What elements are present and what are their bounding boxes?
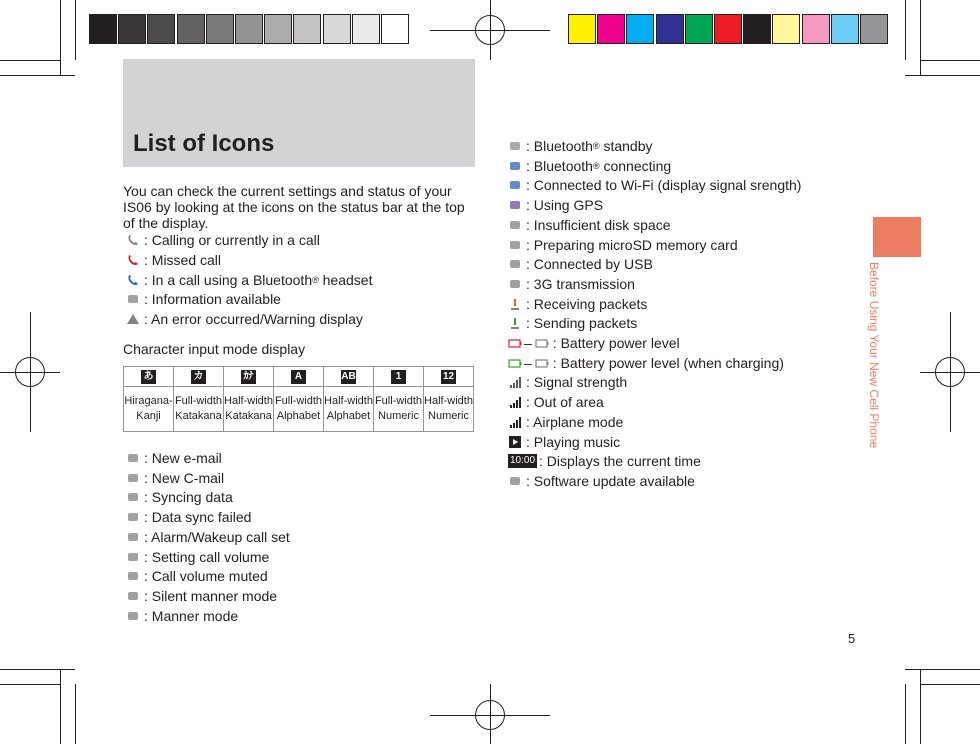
music-icon [508,435,522,449]
char-mode-label-line1: Full-width [374,395,423,407]
color-swatch [860,14,888,44]
char-mode-icon: 1 [391,370,406,384]
legend-item [508,196,603,214]
char-mode-label [174,387,224,432]
legend-item [508,216,670,234]
legend-item [126,488,233,506]
chapter-label: Before Using Your New Cell Phone [867,262,881,449]
bluetooth-connecting-icon [508,159,522,173]
legend-item [126,587,277,605]
char-mode-icon: あ [141,370,156,384]
legend-label: : Airplane mode [526,413,624,430]
legend-label: : Bluetooth [526,138,593,154]
sending-icon [508,316,522,330]
legend-label: : An error occurred/Warning display [144,311,363,328]
char-mode-label-line2: Kanji [136,410,161,422]
legend-item [126,231,320,249]
grayscale-swatch [264,14,292,44]
grayscale-swatch [206,14,234,44]
char-mode-label [274,387,324,432]
char-mode-label-line2: Numeric [378,410,419,422]
crop-mark [0,684,60,685]
grayscale-swatch [323,14,351,44]
legend-label: : Information available [144,291,281,308]
legend-label-suffix: connecting [599,157,672,174]
legend-label: : Signal strength [526,374,628,391]
page-number: 5 [848,631,856,646]
legend-label: : New e-mail [144,450,222,466]
legend-item [126,310,363,328]
legend-label: : Call volume muted [144,568,268,585]
grayscale-swatch [293,14,321,44]
phone-icon [126,233,140,247]
legend-label: : Silent manner mode [144,587,278,604]
airplane-mode-icon [508,415,522,429]
missed-call-icon [126,253,140,267]
crop-mark [0,60,60,61]
legend-item [508,236,738,254]
legend-item [126,469,224,487]
legend-item [126,528,290,546]
char-mode-label-line1: Half-width [224,395,273,407]
color-swatch [714,14,742,44]
char-mode-label-line2: Alphabet [276,410,321,422]
color-swatch [626,14,654,44]
char-mode-icon-cell [124,367,174,387]
legend-item [508,334,680,352]
char-mode-icon-cell [224,367,274,387]
grayscale-swatch [118,14,146,44]
color-swatch [597,14,625,44]
legend-label: : Sending packets [526,315,638,332]
legend-label: : Alarm/Wakeup call set [144,528,290,545]
char-mode-label-line1: Full-width [274,395,323,407]
char-mode-label [224,387,274,432]
legend-label-suffix: standby [599,138,653,154]
wifi-icon [508,178,522,192]
grayscale-swatch [147,14,175,44]
battery-icon [535,336,549,350]
volume-muted-icon [126,569,140,583]
legend-label: : Data sync failed [144,509,252,526]
legend-label: : Receiving packets [526,295,648,312]
color-swatch [772,14,800,44]
crop-mark [60,0,61,75]
legend-item: : Bluetooth ® standby [508,137,653,155]
crop-mark [920,0,921,75]
legend-label-suffix: headset [318,271,373,288]
legend-item [126,567,268,585]
range-dash: – [524,354,532,371]
crop-mark [905,669,980,670]
char-mode-label [124,387,174,432]
disk-space-icon [508,218,522,232]
legend-label: : In a call using a Bluetooth [144,271,313,288]
legend-label: : Connected to Wi-Fi (display signal srength) [526,177,802,194]
legend-label: : Software update available [526,472,695,489]
registration-line [490,684,491,744]
char-mode-icon-cell [324,367,374,387]
char-mode-icon: AB [341,371,356,382]
crop-mark [920,669,921,744]
crop-mark [920,60,980,61]
legend-label: : Connected by USB [526,256,653,273]
char-mode-label-line2: Katakana [175,410,222,422]
crop-mark [75,0,76,60]
grayscale-swatch [352,14,380,44]
legend-item [508,314,637,332]
char-mode-label-line1: Half-width [424,395,473,407]
legend-item [126,607,238,625]
range-dash: – [524,335,532,351]
char-mode-label [374,387,424,432]
registration-line [30,312,31,432]
crop-mark [60,669,61,744]
sync-failed-icon [126,510,140,524]
registration-line [490,0,491,60]
legend-label: : Out of area [526,394,604,411]
legend-item [508,472,695,490]
char-input-heading: Character input mode display [123,341,306,357]
char-mode-icon: カ [191,370,206,384]
legend-item [126,251,221,269]
char-mode-label-line1: Hiragana- [124,395,173,407]
legend-label: : Battery power level [552,335,680,351]
char-mode-label [324,387,374,432]
crop-mark [905,75,980,76]
char-mode-label-line2: Katakana [225,410,272,422]
legend-label: : Insufficient disk space [526,216,671,233]
gps-icon [508,198,522,212]
signal-icon [508,375,522,389]
legend-label: : Missed call [144,251,222,268]
legend-label: : Battery power level (when charging) [552,354,784,371]
char-mode-label-line2: Alphabet [326,410,371,422]
char-mode-label-line1: Full-width [174,395,223,407]
char-mode-icon-cell [274,367,324,387]
silent-mode-icon [126,589,140,603]
3g-icon [508,277,522,291]
legend-label: : Syncing data [144,489,233,506]
color-swatch [685,14,713,44]
color-swatch [656,14,684,44]
crop-mark [905,684,906,744]
legend-label: : Setting call volume [144,548,270,565]
crop-mark [75,684,76,744]
char-mode-label-line2: Numeric [428,410,469,422]
time-icon: 10:00 [510,455,536,467]
battery-charging-icon [508,356,522,370]
legend-item [126,548,269,566]
char-mode-label-line1: Half-width [324,395,373,407]
out-of-area-icon [508,395,522,409]
crop-mark [0,75,75,76]
legend-label: : Calling or currently in a call [144,232,320,248]
legend-item [126,290,281,308]
legend-item [508,373,627,391]
battery-icon [508,336,522,350]
legend-item [508,275,635,293]
usb-icon [508,257,522,271]
chapter-tab [873,217,921,257]
grayscale-swatch [235,14,263,44]
legend-item [508,295,647,313]
char-mode-icon-cell [174,367,224,387]
char-mode-table [123,366,474,432]
legend-item [508,255,653,273]
legend-label: : Bluetooth [526,157,593,174]
information-icon [126,292,140,306]
color-swatch [831,14,859,44]
legend-item: : In a call using a Bluetooth ® headset [126,271,372,289]
color-swatch [802,14,830,44]
char-mode-icon: A [291,370,306,384]
microsd-icon [508,238,522,252]
color-swatch [568,14,596,44]
grayscale-swatch [89,14,117,44]
crop-mark [905,0,906,60]
grayscale-swatch [177,14,205,44]
warning-icon [126,312,140,326]
receiving-icon [508,297,522,311]
char-mode-label [424,387,474,432]
legend-label: : 3G transmission [526,275,635,292]
legend-label: : Playing music [526,433,621,450]
bluetooth-call-icon [126,273,140,287]
alarm-icon [126,530,140,544]
legend-label: : Displays the current time [539,453,701,470]
page-title: List of Icons [133,130,275,157]
color-swatch [743,14,771,44]
manner-mode-icon [126,609,140,623]
new-email-icon [126,451,140,465]
char-mode-icon: ｶﾅ [241,370,256,384]
char-mode-icon-cell [374,367,424,387]
legend-label: : Using GPS [526,197,604,214]
char-mode-icon-cell [424,367,474,387]
grayscale-swatch [381,14,409,44]
crop-mark [920,684,980,685]
legend-item [508,393,604,411]
speaker-icon [126,550,140,564]
legend-item [126,449,222,467]
legend-item [508,433,620,451]
legend-item: : Bluetooth ® connecting [508,157,671,175]
battery-charging-icon [535,356,549,370]
legend-item [126,508,251,526]
legend-item [508,176,801,194]
new-cmail-icon [126,471,140,485]
legend-item [508,452,701,470]
legend-item [508,413,623,431]
bluetooth-standby-icon [508,139,522,153]
intro-paragraph: You can check the current settings and status of your IS06 by looking at the icons on the status bar at the top of the display. [123,183,465,231]
legend-label: : New C-mail [144,469,225,486]
crop-mark [0,669,75,670]
char-mode-icon: 12 [442,371,455,382]
syncing-icon [126,490,140,504]
software-update-icon [508,474,522,488]
legend-label: : Preparing microSD memory card [526,236,738,253]
registration-line [950,312,951,432]
legend-item [508,354,784,372]
legend-label: : Manner mode [144,607,239,624]
